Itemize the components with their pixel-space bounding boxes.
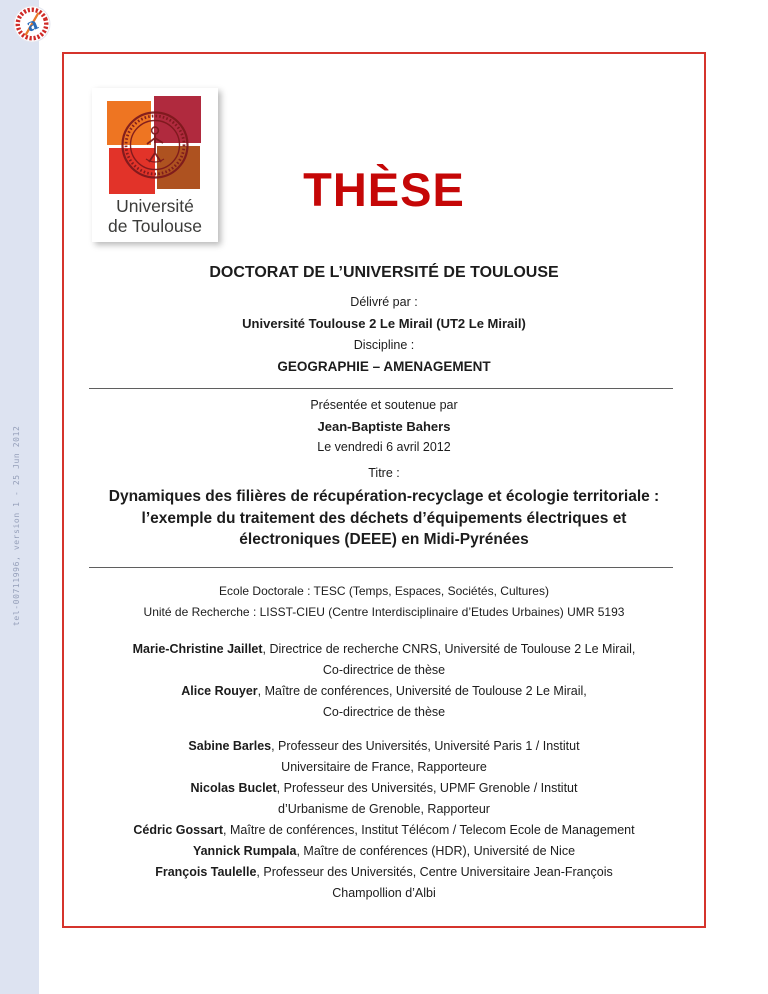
presented-by-label: Présentée et soutenue par xyxy=(310,398,458,412)
jury-role: , Maître de conférences (HDR), Université de Nice xyxy=(296,844,576,858)
thesis-title-line1: Dynamiques des filières de récupération-recyclage et écologie territoriale : xyxy=(108,488,660,505)
titre-label: Titre : xyxy=(368,466,400,480)
director-role: Co-directrice de thèse xyxy=(322,663,446,677)
jury-role: d’Urbanisme de Grenoble, Rapporteur xyxy=(278,802,490,816)
jury-name: Nicolas Buclet xyxy=(190,781,277,795)
jury-role: , Professeur des Universités, Université Paris 1 / Institut xyxy=(271,739,580,753)
delivering-university: Université Toulouse 2 Le Mirail (UT2 Le Mirail) xyxy=(242,316,526,331)
director-role: Co-directrice de thèse xyxy=(322,705,446,719)
thesis-title-line3: électroniques (DEEE) en Midi-Pyrénées xyxy=(239,531,529,548)
jury-line xyxy=(64,883,704,904)
director-name: Marie-Christine Jaillet xyxy=(132,642,263,656)
jury-name: François Taulelle xyxy=(155,865,257,879)
director-role: , Maître de conférences, Université de Toulouse 2 Le Mirail, xyxy=(257,684,587,698)
discipline-value: GEOGRAPHIE – AMENAGEMENT xyxy=(277,359,491,374)
author-name: Jean-Baptiste Bahers xyxy=(317,419,451,434)
jury-name: Yannick Rumpala xyxy=(192,844,297,858)
jury-role: , Professeur des Universités, UPMF Grenoble / Institut xyxy=(276,781,578,795)
director-line xyxy=(64,660,704,681)
jury-role: , Professeur des Universités, Centre Universitaire Jean-François xyxy=(256,865,613,879)
jury-line xyxy=(64,862,704,883)
directors-block xyxy=(64,639,704,723)
jury-role: , Maître de conférences, Institut Télécom / Telecom Ecole de Management xyxy=(223,823,635,837)
discipline-label: Discipline : xyxy=(353,338,415,352)
jury-line xyxy=(64,778,704,799)
jury-name: Sabine Barles xyxy=(188,739,272,753)
defense-date: Le vendredi 6 avril 2012 xyxy=(317,440,451,454)
thesis-title xyxy=(64,486,704,551)
director-line xyxy=(64,702,704,723)
jury-role: Champollion d’Albi xyxy=(332,886,436,900)
jury-role: Universitaire de France, Rapporteure xyxy=(281,760,487,774)
these-title: THÈSE xyxy=(303,163,465,216)
unite-de-recherche: Unité de Recherche : LISST-CIEU (Centre Interdisciplinaire d’Etudes Urbaines) UMR 5193 xyxy=(143,605,625,619)
jury-line xyxy=(64,757,704,778)
director-name: Alice Rouyer xyxy=(181,684,258,698)
jury-block xyxy=(64,736,704,904)
red-border-frame xyxy=(62,52,706,928)
doctorat-heading: DOCTORAT DE L’UNIVERSITÉ DE TOULOUSE xyxy=(209,264,559,281)
director-line xyxy=(64,639,704,660)
delivre-par-label: Délivré par : xyxy=(350,295,418,309)
hal-badge-letter: a xyxy=(23,12,41,36)
director-line xyxy=(64,681,704,702)
jury-line xyxy=(64,799,704,820)
jury-line xyxy=(64,820,704,841)
jury-name: Cédric Gossart xyxy=(133,823,224,837)
ecole-doctorale: Ecole Doctorale : TESC (Temps, Espaces, Sociétés, Cultures) xyxy=(219,584,549,598)
hal-stamp-vertical-text: tel-00711996, version 1 - 25 Jun 2012 xyxy=(12,425,21,626)
jury-line xyxy=(64,841,704,862)
horizontal-rule-2 xyxy=(89,567,673,568)
horizontal-rule-1 xyxy=(89,388,673,389)
logo-wordmark-line1: Université xyxy=(116,196,194,216)
thesis-title-line2: l’exemple du traitement des déchets d’équipements électriques et xyxy=(141,509,627,527)
logo-wordmark-line2: de Toulouse xyxy=(107,216,203,236)
jury-line xyxy=(64,736,704,757)
director-role: , Directrice de recherche CNRS, Université de Toulouse 2 Le Mirail, xyxy=(262,642,636,656)
